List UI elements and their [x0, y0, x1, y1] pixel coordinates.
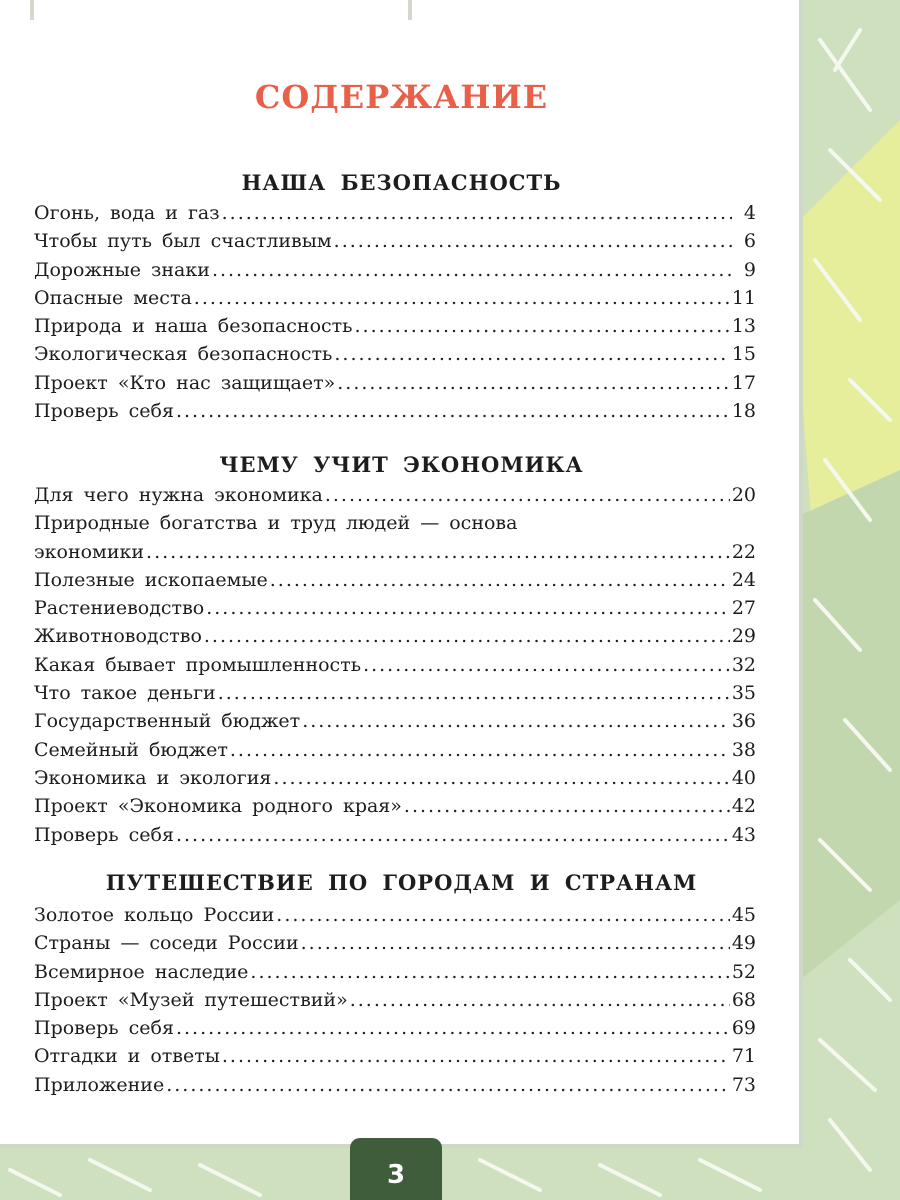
toc-entry-page: 4 [743, 202, 756, 224]
dot-leader [218, 682, 730, 704]
toc-entry [34, 961, 756, 989]
dot-leader [230, 739, 730, 761]
toc-entry [34, 400, 756, 428]
toc-entry [34, 739, 756, 767]
page-number-badge: 3 [350, 1138, 442, 1200]
dot-leader [355, 315, 730, 337]
toc-entry-title: Экономика и экология [34, 766, 272, 789]
toc-entry-title: Государственный бюджет [34, 710, 301, 733]
toc-entry-title: Дорожные знаки [34, 258, 210, 281]
toc-entry-page: 29 [731, 625, 756, 648]
toc-entry [34, 932, 756, 960]
toc-entry-page: 43 [731, 823, 756, 846]
toc-entry-page: 38 [731, 738, 756, 761]
toc-list-economics [34, 484, 756, 852]
toc-entry [34, 625, 756, 653]
toc-entry [34, 710, 756, 738]
toc-entry-title: Всемирное наследие [34, 960, 249, 983]
section-heading-economics: ЧЕМУ УЧИТ ЭКОНОМИКА [219, 452, 584, 477]
toc-entry [34, 824, 756, 852]
toc-entry [34, 541, 756, 569]
dot-leader [270, 569, 730, 591]
toc-entry [34, 569, 756, 597]
dot-leader [276, 904, 730, 926]
toc-entry [34, 512, 756, 540]
toc-entry-page: 15 [731, 343, 756, 366]
toc-entry-title: Полезные ископаемые [34, 568, 268, 591]
toc-entry-page: 68 [731, 988, 756, 1011]
toc-entry [34, 1017, 756, 1045]
toc-entry-title: Проверь себя [34, 400, 174, 423]
page-top-tab [30, 0, 412, 20]
dot-leader [212, 259, 732, 281]
dot-leader [273, 767, 729, 789]
toc-entry-page: 35 [731, 682, 756, 705]
toc-entry-page: 11 [731, 286, 756, 309]
toc-entry [34, 904, 756, 932]
toc-entry-page: 69 [731, 1017, 756, 1040]
dot-leader [204, 625, 730, 647]
toc-entry-page: 73 [731, 1073, 756, 1096]
toc-entry-page: 52 [731, 960, 756, 983]
dot-leader [206, 597, 730, 619]
toc-entry [34, 372, 756, 400]
toc-entry-page: 27 [731, 597, 756, 620]
dot-leader [334, 343, 729, 365]
dot-leader [404, 795, 730, 817]
toc-entry-title: Проект «Музей путешествий» [34, 988, 348, 1011]
toc-entry [34, 795, 756, 823]
toc-entry-title: Что такое деньги [34, 682, 216, 705]
toc-entry [34, 767, 756, 795]
toc-entry-title: Какая бывает промышленность [34, 653, 362, 676]
toc-entry-title: Огонь, вода и газ [34, 202, 220, 224]
toc-entry-page: 40 [731, 766, 756, 789]
toc-entry-title: Страны — соседи России [34, 932, 299, 955]
toc-entry-page: 71 [731, 1045, 756, 1068]
toc-entry [34, 1074, 756, 1102]
toc-entry-title: Золотое кольцо России [34, 904, 275, 926]
dot-leader [301, 932, 730, 954]
toc-entry-title: Природа и наша безопасность [34, 315, 353, 338]
dot-leader [146, 541, 730, 563]
toc-entry-page: 49 [731, 932, 756, 955]
dot-leader [350, 989, 730, 1011]
toc-entry-page: 22 [731, 540, 756, 563]
toc-entry-title: Животноводство [34, 625, 202, 648]
section-heading-travel: ПУТЕШЕСТВИЕ ПО ГОРОДАМ И СТРАНАМ [105, 870, 698, 895]
toc-entry-page: 6 [743, 230, 756, 253]
dot-leader [337, 372, 730, 394]
toc-entry-page: 42 [731, 795, 756, 818]
dot-leader [222, 202, 732, 224]
dot-leader [325, 484, 730, 506]
toc-list-travel [34, 904, 756, 1102]
toc-entry [34, 654, 756, 682]
dot-leader [363, 654, 730, 676]
dot-leader [222, 1045, 730, 1067]
toc-entry [34, 202, 756, 230]
toc-entry-title: Семейный бюджет [34, 738, 228, 761]
toc-entry [34, 989, 756, 1017]
toc-entry-title: Отгадки и ответы [34, 1045, 220, 1068]
dot-leader [176, 400, 730, 422]
toc-entry [34, 484, 756, 512]
toc-entry [34, 682, 756, 710]
toc-entry [34, 343, 756, 371]
toc-entry [34, 230, 756, 258]
toc-entry-title: Чтобы путь был счастливым [34, 230, 332, 253]
dot-leader [194, 287, 730, 309]
toc-entry-title: Опасные места [34, 286, 192, 309]
toc-entry-title: Проект «Экономика родного края» [34, 795, 402, 818]
toc-entry [34, 315, 756, 343]
dot-leader [334, 230, 732, 252]
toc-entry-page: 17 [731, 371, 756, 394]
dot-leader [250, 961, 729, 983]
toc-entry-page: 18 [731, 400, 756, 423]
dot-leader [176, 824, 730, 846]
toc-entry-title: Растениеводство [34, 597, 205, 620]
toc-entry-title: Проверь себя [34, 1017, 174, 1040]
toc-entry-page: 24 [731, 568, 756, 591]
toc-entry-title: Для чего нужна экономика [34, 484, 323, 506]
toc-entry-page: 45 [731, 904, 756, 926]
toc-entry-title: экономики [34, 540, 145, 563]
toc-entry [34, 597, 756, 625]
dot-leader [176, 1017, 730, 1039]
toc-entry [34, 1045, 756, 1073]
toc-entry-title: Приложение [34, 1073, 165, 1096]
dot-leader [302, 710, 730, 732]
toc-entry-title: Проверь себя [34, 823, 174, 846]
toc-entry [34, 287, 756, 315]
toc-entry-page: 32 [731, 653, 756, 676]
toc-entry-page: 36 [731, 710, 756, 733]
toc-entry [34, 259, 756, 287]
toc-entry-page: 20 [731, 484, 756, 506]
toc-entry-page: 13 [731, 315, 756, 338]
toc-entry-title: Природные богатства и труд людей — основа [34, 512, 518, 535]
toc-list-safety [34, 202, 756, 428]
dot-leader [166, 1074, 730, 1096]
toc-entry-title: Экологическая безопасность [34, 343, 333, 366]
toc-entry-title: Проект «Кто нас защищает» [34, 371, 336, 394]
page-title: СОДЕРЖАНИЕ [254, 78, 549, 116]
section-heading-safety: НАША БЕЗОПАСНОСТЬ [241, 170, 562, 195]
toc-entry-page: 9 [743, 258, 756, 281]
